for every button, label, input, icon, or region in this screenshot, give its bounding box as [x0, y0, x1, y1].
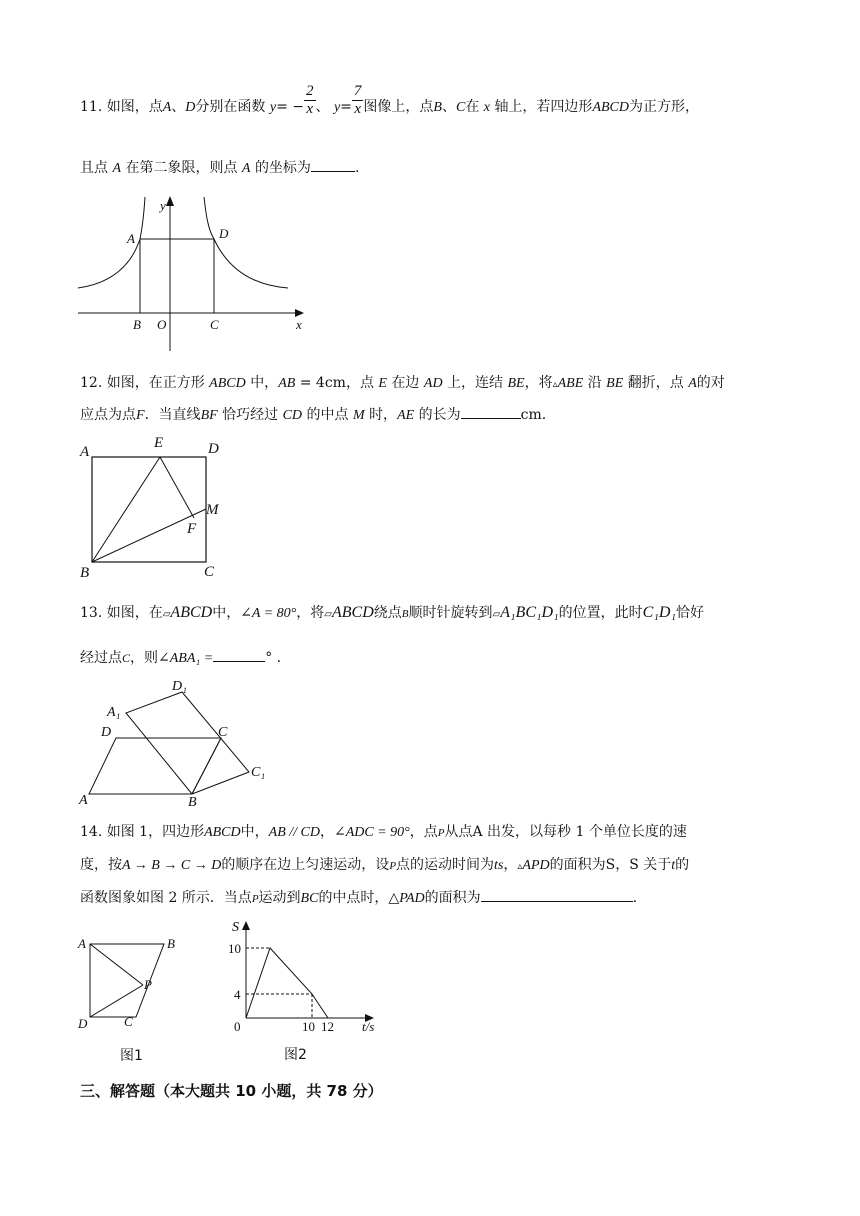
figure-caption: 图2 — [284, 1047, 307, 1063]
label-a1: A₁ — [107, 705, 121, 720]
label-s: S — [232, 920, 239, 935]
label-p: P — [144, 977, 152, 992]
label-f: F — [187, 521, 197, 537]
label-d1: D₁ — [172, 679, 187, 694]
question-number: 13. — [80, 605, 103, 621]
label-e: E — [154, 435, 164, 451]
tick-x-10: 10 — [302, 1019, 315, 1034]
fraction: $\frac{7}{x}$ — [353, 83, 362, 117]
label-b: B — [167, 936, 175, 951]
label-b: B — [188, 795, 197, 810]
label-c: C — [204, 564, 215, 580]
q13-figure — [76, 676, 276, 810]
label-c: C — [218, 725, 228, 740]
fraction: $\frac{2}{x}$ — [306, 83, 314, 117]
q11-line-1: 11. 如图，点A、D分别在函数 y= − $\frac{2}{x}$ 、 y= $\frac{7}{x}$ 图像上，点B、C在 x 轴上，若四边形ABCD为正方形， — [80, 83, 699, 117]
label-c: C — [124, 1014, 133, 1029]
label-a: A — [127, 231, 135, 246]
label-d: D — [219, 226, 229, 241]
answer-blank — [311, 170, 355, 172]
label-d: D — [208, 441, 219, 457]
label-c1: C₁ — [251, 765, 266, 780]
question-number: 11. — [80, 99, 103, 115]
tick-0: 0 — [234, 1019, 241, 1034]
answer-blank — [213, 660, 265, 662]
q11-line-2: 且点 A 在第二象限，则点 A 的坐标为 . — [80, 160, 360, 176]
label-a: A — [79, 793, 88, 808]
tick-4: 4 — [234, 987, 241, 1002]
q12-line-1: 12. 如图，在正方形 ABCD 中，AB = 4cm，点 E 在边 AD 上，连结 BE，将▵ABE 沿 BE 翻折，点 A的对 — [80, 375, 725, 391]
label-x: x — [296, 317, 302, 332]
q14-figure-2 — [224, 914, 394, 1063]
label-b: B — [80, 565, 90, 581]
label-a: A — [80, 444, 90, 460]
q11-figure — [74, 193, 314, 353]
tick-x-12: 12 — [321, 1019, 334, 1034]
section-heading: 三、解答题（本大题共 10 小题，共 78 分） — [80, 1082, 383, 1100]
q13-line-1: 13. 如图，在▱ABCD中，∠A = 80°，将▱ABCD绕点B顺时针旋转到▱A₁BC₁D₁的位置，此时C₁D₁恰好 — [80, 604, 705, 621]
answer-blank — [481, 900, 633, 902]
label-c: C — [210, 317, 219, 332]
label-y: y — [160, 198, 166, 213]
q12-line-2: 应点为点F．当直线BF 恰巧经过 CD 的中点 M 时，AE 的长为 cm. — [80, 407, 547, 423]
label-d: D — [78, 1016, 88, 1031]
q12-figure — [76, 432, 246, 582]
label-t: t/s — [362, 1019, 375, 1034]
question-number: 14. — [80, 824, 103, 840]
answer-blank — [461, 417, 521, 419]
q14-figure-1 — [76, 930, 216, 1070]
q14-line-2: 度，按A → B → C → D的顺序在边上匀速运动，设P点的运动时间为ts，▵APD的面积为S，S 关于t的 — [80, 857, 690, 873]
q14-line-3: 函数图象如图 2 所示．当点P运动到BC的中点时，△PAD的面积为 . — [80, 890, 638, 906]
tick-10: 10 — [228, 941, 241, 956]
q13-line-2: 经过点C，则∠ABA₁ = ° . — [80, 650, 282, 666]
question-number: 12. — [80, 375, 103, 391]
label-o: O — [157, 317, 167, 332]
label-b: B — [133, 317, 141, 332]
label-a: A — [78, 936, 86, 951]
label-m: M — [206, 502, 219, 518]
figure-caption: 图1 — [120, 1048, 143, 1064]
label-d: D — [101, 725, 112, 740]
q14-line-1: 14. 如图 1，四边形ABCD中，AB // CD，∠ADC = 90°，点P从点A 出发，以每秒 1 个单位长度的速 — [80, 824, 687, 840]
